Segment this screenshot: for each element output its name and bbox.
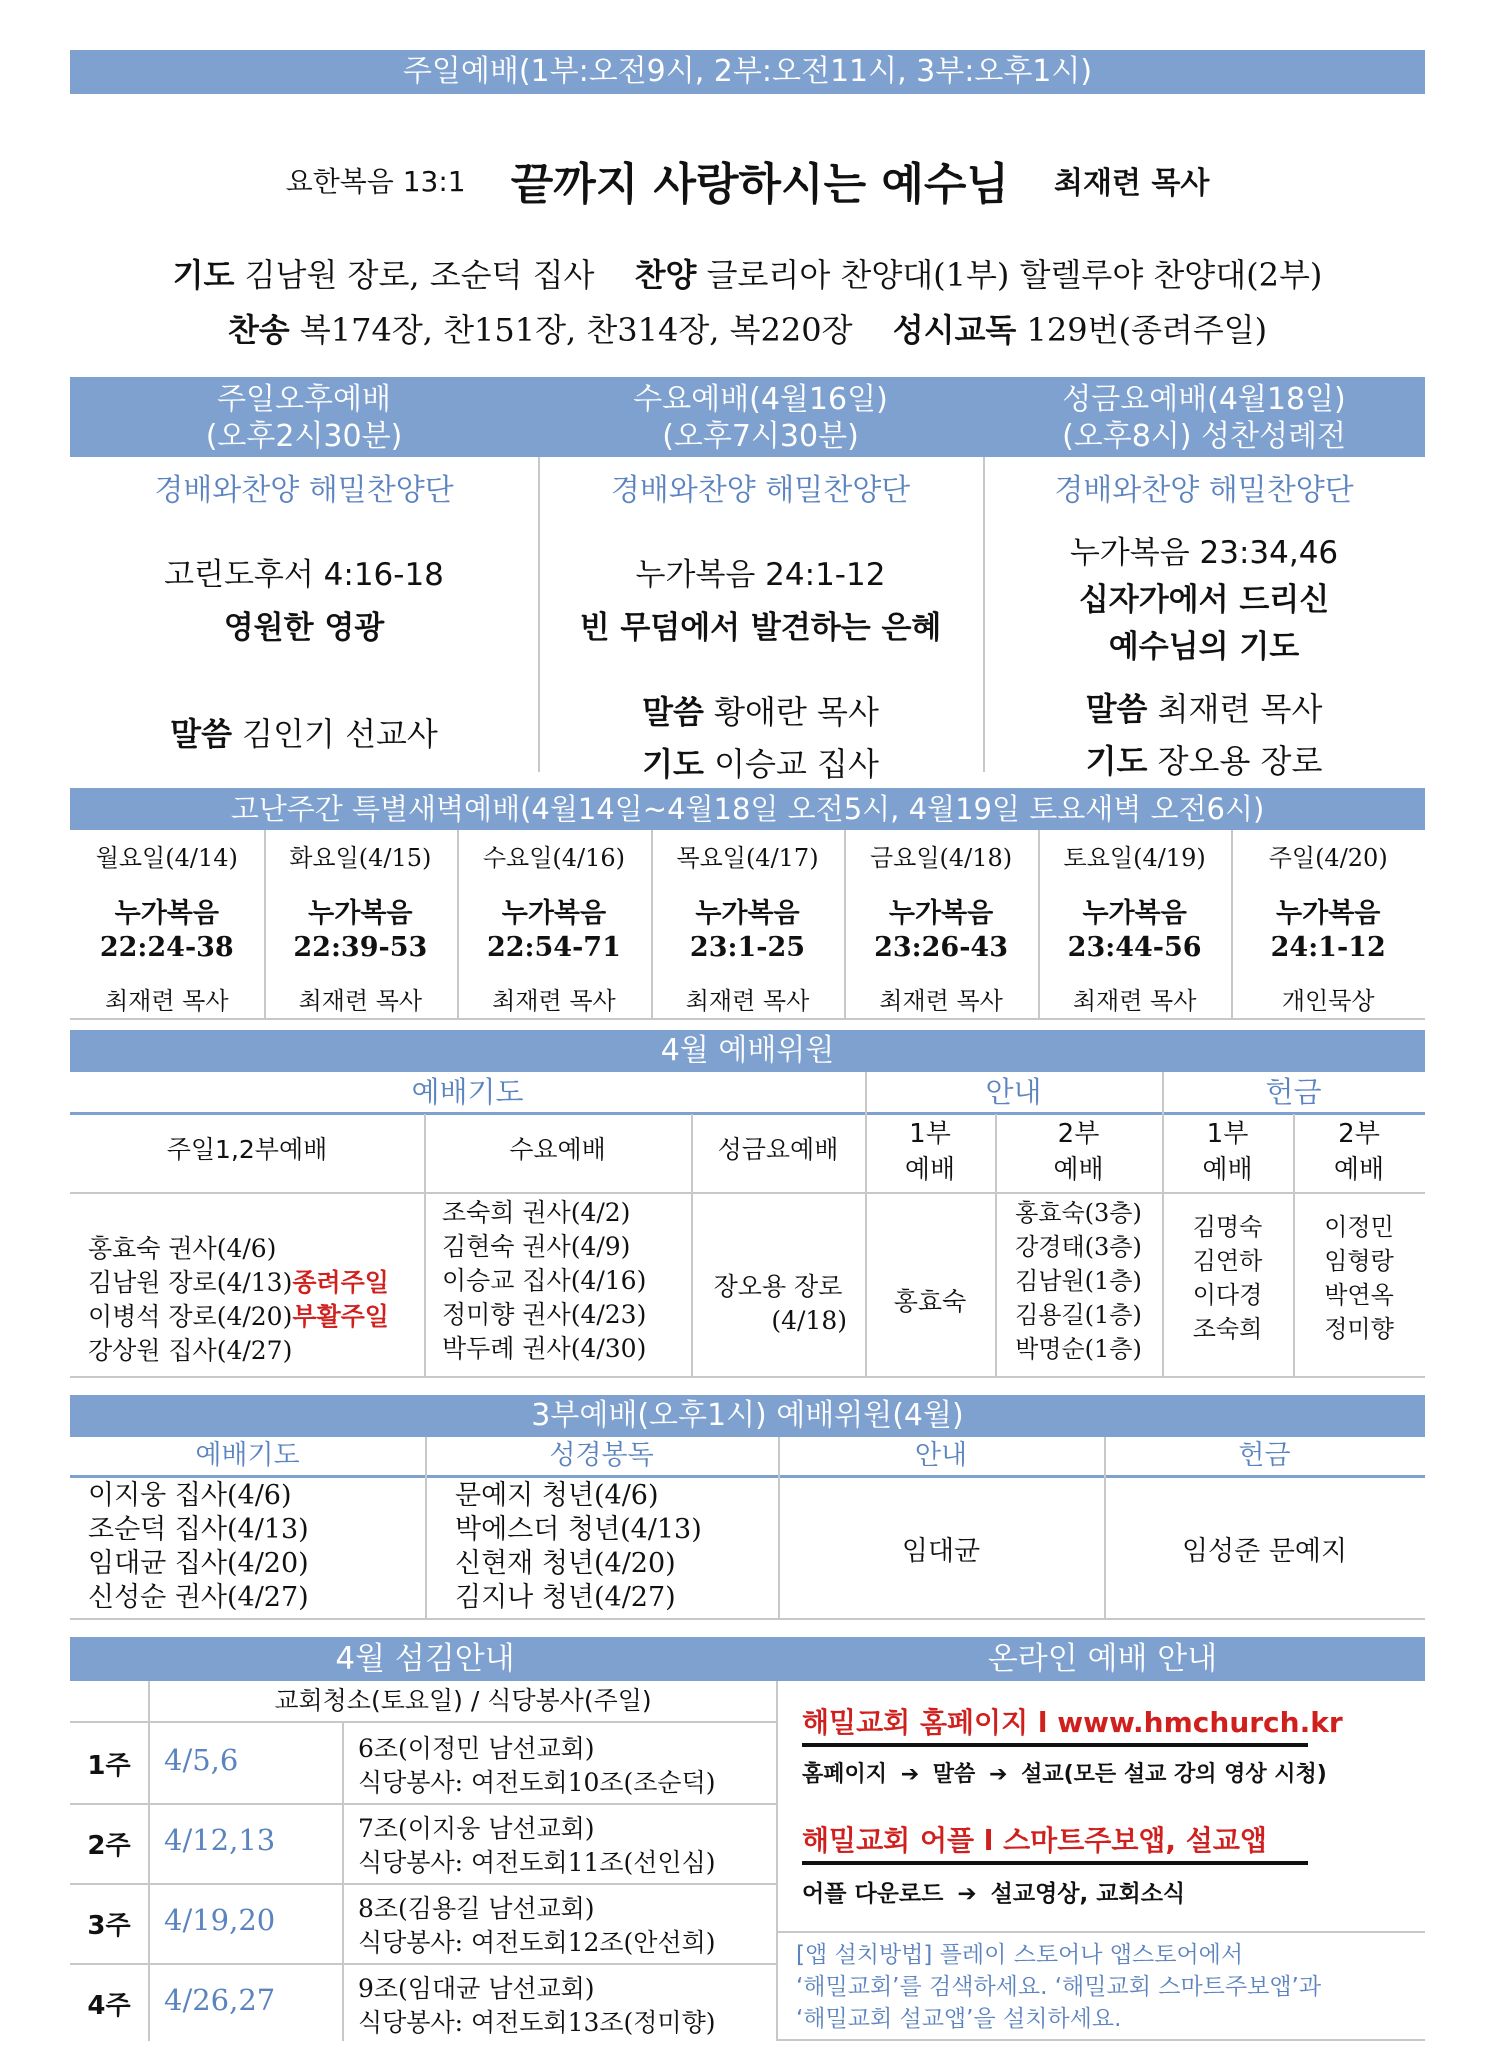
duty-cleaning: 7조(이지웅 남선교회) xyxy=(358,1814,595,1843)
note-badge: 종려주일 xyxy=(292,1268,389,1297)
divider xyxy=(70,1112,1425,1115)
list-item: 임대균 집사(4/20) xyxy=(88,1548,309,1579)
speaker-label: 말씀 xyxy=(642,693,704,731)
dawn-verse: 22:39-53 xyxy=(293,932,428,963)
service-speaker-line xyxy=(538,687,983,733)
duty-header: 4월 섬김안내 xyxy=(335,1641,515,1677)
col-usher1-line1: 1부 xyxy=(909,1119,951,1149)
dawn-book: 누가복음 xyxy=(888,898,994,929)
service-sermon-title: 빈 무덤에서 발견하는 은혜 xyxy=(579,610,942,646)
divider xyxy=(70,1376,1425,1378)
service-col-goodfriday xyxy=(983,377,1425,780)
service-prayer-line xyxy=(983,736,1425,782)
divider xyxy=(1104,1437,1106,1620)
dawn-book: 누가복음 xyxy=(1276,898,1381,929)
list-item: 박두례 권사(4/30) xyxy=(442,1334,647,1363)
speaker-label: 말씀 xyxy=(170,715,232,753)
install-line: [앱 설치방법] 플레이 스토어나 앱스토어에서 xyxy=(796,1942,1244,1968)
divider xyxy=(651,830,653,1020)
col-offering2-line1: 2부 xyxy=(1338,1119,1380,1149)
service-col-sunday-pm xyxy=(70,377,538,772)
col-wednesday: 수요예배 xyxy=(509,1135,606,1164)
dawn-leader: 최재련 목사 xyxy=(298,987,423,1015)
dawn-day-column xyxy=(457,830,651,1016)
third-grid xyxy=(70,1437,1425,1620)
divider xyxy=(1162,1072,1164,1378)
list-item: 이지웅 집사(4/6) xyxy=(88,1480,292,1511)
sunday-praise: 글로리아 찬양대(1부) 할렐루야 찬양대(2부) xyxy=(706,256,1323,294)
services-grid xyxy=(70,377,1425,783)
divider xyxy=(778,2039,1425,2041)
divider xyxy=(424,1114,426,1378)
dawn-header-bar xyxy=(70,788,1425,830)
divider xyxy=(70,1018,1425,1020)
duty-dates: 4/26,27 xyxy=(164,1983,276,2017)
col-usher2 xyxy=(995,1116,1162,1188)
hymn-label: 찬송 xyxy=(227,311,290,349)
sunday-header-bar xyxy=(70,50,1425,94)
dawn-verse: 23:44-56 xyxy=(1067,932,1202,963)
list-item: 김현숙 권사(4/9) xyxy=(442,1232,631,1261)
list-item: 문예지 청년(4/6) xyxy=(455,1480,659,1511)
service-worship: 경배와찬양 해밀찬양단 xyxy=(1054,473,1354,508)
duty-kitchen: 식당봉사: 여전도회12조(안선희) xyxy=(358,1928,716,1957)
service-time: (오후8시) 성찬성례전 xyxy=(1062,419,1346,454)
list-item: 이정민 xyxy=(1324,1213,1394,1241)
dawn-leader: 최재련 목사 xyxy=(879,987,1003,1015)
list-item: 김용길(1층) xyxy=(1015,1301,1142,1329)
committee-header: 4월 예배위원 xyxy=(660,1033,835,1068)
third-header-bar xyxy=(70,1395,1425,1437)
divider xyxy=(1038,830,1040,1020)
homepage-path xyxy=(802,1757,1327,1788)
col-offering1-line2: 예배 xyxy=(1202,1155,1253,1185)
list-item: 홍효숙(3층) xyxy=(1015,1199,1142,1227)
dawn-day: 금요일(4/18) xyxy=(869,844,1013,872)
third-col-offering: 헌금 xyxy=(1238,1440,1291,1471)
speaker-label: 말씀 xyxy=(1085,690,1148,728)
duty-week: 4주 xyxy=(87,1991,131,2021)
bottom-header-bar xyxy=(70,1637,1425,1681)
list-item: 박명순(1층) xyxy=(1015,1335,1142,1363)
group-usher: 안내 xyxy=(985,1075,1042,1109)
list-item: 박에스더 청년(4/13) xyxy=(455,1514,702,1545)
list-item: 임형랑 xyxy=(1324,1247,1394,1275)
prayer-label: 기도 xyxy=(642,745,704,783)
service-title: 주일오후예배 xyxy=(217,382,391,417)
online-panel xyxy=(778,1681,1425,2041)
prayer-label: 기도 xyxy=(1085,742,1148,780)
dawn-verse: 22:24-38 xyxy=(99,932,234,963)
list-item: 조순덕 집사(4/13) xyxy=(88,1514,309,1545)
duty-cleaning: 8조(김용길 남선교회) xyxy=(358,1894,595,1923)
list-item: 강경태(3층) xyxy=(1015,1233,1142,1261)
service-scripture: 누가복음 24:1-12 xyxy=(635,557,886,593)
service-col-wednesday xyxy=(538,377,983,783)
list-item: 이병석 장로(4/20)부활주일 xyxy=(88,1302,389,1331)
third-prayer-list xyxy=(88,1479,309,1615)
third-header: 3부예배(오후1시) 예배위원(4월) xyxy=(531,1398,964,1433)
cell-wednesday xyxy=(442,1196,691,1366)
cell-usher1: 홍효숙 xyxy=(893,1287,967,1316)
homepage-title-text: 해밀교회 홈페이지 l www.hmchurch.kr xyxy=(802,1706,1343,1739)
dawn-day-column xyxy=(70,830,264,1016)
dawn-day-column xyxy=(1038,830,1232,1016)
col-usher2-line1: 2부 xyxy=(1057,1119,1100,1149)
divider xyxy=(70,1475,1425,1478)
third-offering: 임성준 문예지 xyxy=(1181,1536,1348,1567)
dawn-leader: 최재련 목사 xyxy=(105,987,229,1015)
list-item: 김연하 xyxy=(1192,1247,1263,1275)
duty-dates: 4/12,13 xyxy=(164,1823,276,1857)
reading-label: 성시교독 xyxy=(892,311,1017,349)
service-title: 수요예배(4월16일) xyxy=(633,382,888,417)
list-item: 김명숙 xyxy=(1192,1213,1263,1241)
install-guide xyxy=(796,1939,1321,2035)
list-item: 정미향 권사(4/23) xyxy=(442,1300,647,1329)
divider xyxy=(70,1883,778,1885)
list-item: 신현재 청년(4/20) xyxy=(455,1548,676,1579)
sunday-reading: 129번(종려주일) xyxy=(1026,311,1268,349)
col-goodfriday: 성금요예배 xyxy=(717,1135,839,1164)
dawn-day: 주일(4/20) xyxy=(1268,844,1388,872)
divider xyxy=(425,1437,427,1620)
underline xyxy=(802,1743,1308,1747)
dawn-day: 목요일(4/17) xyxy=(676,844,819,872)
cell-usher2 xyxy=(995,1196,1162,1366)
dawn-day: 수요일(4/16) xyxy=(482,844,626,872)
dawn-grid xyxy=(70,830,1425,1020)
dawn-book: 누가복음 xyxy=(695,898,800,929)
dawn-verse: 22:54-71 xyxy=(486,932,621,963)
arrow-icon: ➔ xyxy=(900,1762,920,1787)
list-item: 이다경 xyxy=(1192,1281,1263,1309)
divider xyxy=(844,830,846,1020)
list-item: 정미향 xyxy=(1324,1315,1394,1343)
divider xyxy=(457,830,459,1020)
divider xyxy=(1293,1114,1295,1378)
dawn-book: 누가복음 xyxy=(308,898,413,929)
third-col-prayer: 예배기도 xyxy=(195,1440,300,1471)
divider xyxy=(148,1681,150,2041)
dawn-day-column xyxy=(651,830,845,1016)
duty-dates: 4/19,20 xyxy=(164,1903,276,1937)
list-item: 김남원(1층) xyxy=(1015,1267,1142,1295)
list-item: 김지나 청년(4/27) xyxy=(455,1582,676,1613)
app-title xyxy=(802,1819,1308,1865)
arrow-icon: ➔ xyxy=(957,1881,977,1907)
service-speaker: 최재련 목사 xyxy=(1157,690,1323,728)
committee-header-bar xyxy=(70,1030,1425,1072)
path-step: 설교영상, 교회소식 xyxy=(990,1881,1186,1907)
dawn-verse: 24:1-12 xyxy=(1270,932,1386,963)
path-step: 어플 다운로드 xyxy=(802,1881,944,1907)
dawn-day: 토요일(4/19) xyxy=(1063,844,1206,872)
sunday-prayer: 김남원 장로, 조순덕 집사 xyxy=(244,256,595,294)
dawn-leader: 최재련 목사 xyxy=(685,987,810,1015)
service-sermon-title-2: 예수님의 기도 xyxy=(1108,629,1300,665)
duty-grid xyxy=(70,1681,778,2041)
divider xyxy=(70,1963,778,1965)
sunday-sermon-title: 끝까지 사랑하시는 예수님 xyxy=(510,159,1009,210)
duty-subheader: 교회청소(토요일) / 식당봉사(주일) xyxy=(274,1686,652,1715)
divider xyxy=(70,1618,1425,1620)
third-usher: 임대균 xyxy=(901,1536,981,1567)
list-item: 신성순 권사(4/27) xyxy=(88,1582,309,1613)
third-reading-list xyxy=(455,1479,702,1615)
divider xyxy=(691,1114,693,1378)
list-item: 장오용 장로 xyxy=(713,1272,843,1301)
cell-goodfriday xyxy=(691,1270,865,1338)
divider xyxy=(778,1437,780,1620)
service-time: (오후2시30분) xyxy=(205,419,403,454)
list-item: 홍효숙 권사(4/6) xyxy=(88,1234,277,1263)
duty-cleaning: 6조(이정민 남선교회) xyxy=(358,1734,595,1763)
dawn-book: 누가복음 xyxy=(114,898,219,929)
dawn-day: 화요일(4/15) xyxy=(289,844,432,872)
sunday-sermon-line xyxy=(70,148,1425,212)
group-prayer: 예배기도 xyxy=(411,1075,524,1109)
list-item: 조숙희 xyxy=(1192,1315,1263,1343)
col-offering1 xyxy=(1162,1116,1293,1188)
sunday-preacher: 최재련 목사 xyxy=(1054,166,1210,201)
dawn-verse: 23:1-25 xyxy=(689,932,806,963)
service-scripture: 고린도후서 4:16-18 xyxy=(164,557,444,593)
duty-week: 1주 xyxy=(87,1751,131,1781)
service-scripture: 누가복음 23:34,46 xyxy=(1069,535,1339,571)
col-offering2 xyxy=(1293,1116,1425,1188)
col-offering2-line2: 예배 xyxy=(1333,1155,1385,1185)
duty-cleaning: 9조(임대균 남선교회) xyxy=(358,1974,595,2003)
divider xyxy=(983,457,985,772)
divider xyxy=(778,1931,1425,1933)
service-prayer: 장오용 장로 xyxy=(1157,742,1323,780)
dawn-day-column xyxy=(1231,830,1425,1016)
duty-dates: 4/5,6 xyxy=(164,1743,239,1777)
dawn-leader: 최재련 목사 xyxy=(492,987,616,1015)
app-path xyxy=(802,1875,1185,1908)
path-step: 말씀 xyxy=(932,1762,976,1787)
dawn-leader: 최재련 목사 xyxy=(1072,987,1197,1015)
install-line: ‘해밀교회’를 검색하세요. ‘해밀교회 스마트주보앱’과 xyxy=(796,1974,1322,2000)
duty-week: 2주 xyxy=(87,1831,131,1861)
third-col-usher: 안내 xyxy=(914,1440,968,1471)
divider xyxy=(538,457,540,772)
list-item: (4/18) xyxy=(771,1306,847,1335)
sunday-hymns: 복174장, 찬151장, 찬314장, 복220장 xyxy=(299,311,853,349)
dawn-day-column xyxy=(844,830,1038,1016)
dawn-day: 월요일(4/14) xyxy=(95,844,238,872)
cell-sunday12 xyxy=(88,1232,424,1368)
dawn-verse: 23:26-43 xyxy=(874,932,1009,963)
divider xyxy=(70,1721,778,1723)
dawn-book: 누가복음 xyxy=(501,898,607,929)
dawn-book: 누가복음 xyxy=(1082,898,1187,929)
committee-grid xyxy=(70,1072,1425,1378)
divider xyxy=(1231,830,1233,1020)
col-usher1 xyxy=(865,1116,995,1188)
service-title: 성금요예배(4월18일) xyxy=(1062,382,1346,417)
praise-label: 찬양 xyxy=(634,256,697,294)
underline xyxy=(802,1861,1308,1865)
path-step: 홈페이지 xyxy=(802,1762,888,1787)
divider xyxy=(70,1803,778,1805)
note-badge: 부활주일 xyxy=(292,1302,389,1331)
divider xyxy=(264,830,266,1020)
list-item: 박연옥 xyxy=(1324,1281,1394,1309)
homepage-title xyxy=(802,1701,1343,1747)
third-col-reading: 성경봉독 xyxy=(549,1440,654,1471)
service-sermon-title: 영원한 영광 xyxy=(223,610,385,646)
arrow-icon: ➔ xyxy=(988,1762,1008,1787)
service-worship: 경배와찬양 해밀찬양단 xyxy=(610,473,911,508)
divider xyxy=(70,1192,1425,1194)
duty-kitchen: 식당봉사: 여전도회10조(조순덕) xyxy=(358,1768,716,1797)
dawn-header: 고난주간 특별새벽예배(4월14일~4월18일 오전5시, 4월19일 토요새벽 오전6시) xyxy=(230,792,1265,826)
service-prayer: 이승교 집사 xyxy=(714,745,879,783)
divider xyxy=(865,1072,867,1378)
duty-week: 3주 xyxy=(87,1911,131,1941)
divider xyxy=(995,1114,997,1378)
col-offering1-line1: 1부 xyxy=(1206,1119,1249,1149)
sunday-scripture: 요한복음 13:1 xyxy=(285,165,466,198)
col-sunday12: 주일1,2부예배 xyxy=(166,1135,328,1164)
service-worship: 경배와찬양 해밀찬양단 xyxy=(154,473,454,508)
sunday-line-1 xyxy=(70,250,1425,296)
service-prayer-line xyxy=(538,739,983,785)
sunday-line-2 xyxy=(70,305,1425,351)
col-usher2-line2: 예배 xyxy=(1053,1155,1104,1185)
dawn-day-column xyxy=(264,830,458,1016)
path-step: 설교(모든 설교 강의 영상 시청) xyxy=(1021,1762,1327,1787)
service-sermon-title-1: 십자가에서 드리신 xyxy=(1078,582,1330,618)
list-item: 이승교 집사(4/16) xyxy=(442,1266,647,1295)
col-usher1-line2: 예배 xyxy=(904,1155,956,1185)
service-time: (오후7시30분) xyxy=(662,419,859,454)
sunday-header: 주일예배(1부:오전9시, 2부:오전11시, 3부:오후1시) xyxy=(402,54,1093,89)
install-line: ‘해밀교회 설교앱’을 설치하세요. xyxy=(796,2006,1122,2032)
list-item: 김남원 장로(4/13)종려주일 xyxy=(88,1268,389,1297)
online-header: 온라인 예배 안내 xyxy=(987,1641,1218,1677)
app-title-text: 해밀교회 어플 l 스마트주보앱, 설교앱 xyxy=(802,1824,1267,1857)
duty-kitchen: 식당봉사: 여전도회13조(정미향) xyxy=(358,2008,716,2037)
service-speaker-line xyxy=(983,684,1425,730)
list-item: 조숙희 권사(4/2) xyxy=(442,1198,631,1227)
service-speaker-line xyxy=(70,709,538,755)
cell-offering1 xyxy=(1162,1210,1293,1346)
divider xyxy=(342,1721,344,2041)
dawn-leader: 개인묵상 xyxy=(1281,987,1375,1015)
service-speaker: 김인기 선교사 xyxy=(242,715,438,753)
group-offering: 헌금 xyxy=(1265,1075,1322,1109)
duty-kitchen: 식당봉사: 여전도회11조(선인심) xyxy=(358,1848,716,1877)
list-item: 강상원 집사(4/27) xyxy=(88,1336,293,1365)
prayer-label: 기도 xyxy=(172,256,235,294)
service-speaker: 황애란 목사 xyxy=(714,693,879,731)
cell-offering2 xyxy=(1293,1210,1425,1346)
